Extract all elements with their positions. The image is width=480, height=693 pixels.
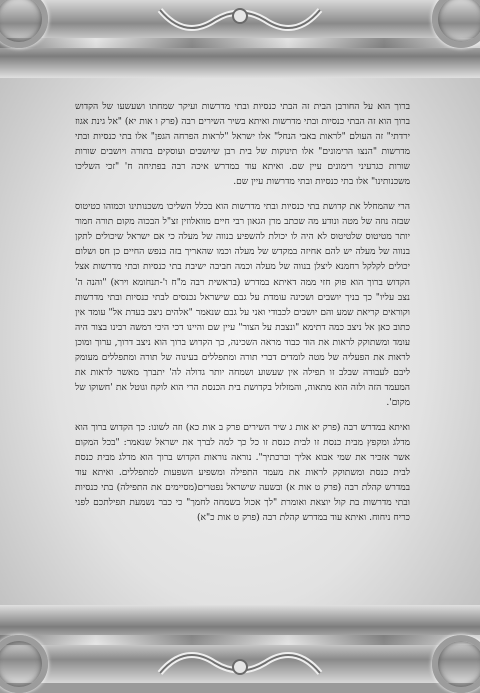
text-body bbox=[75, 100, 410, 575]
top-scroll-ornament bbox=[155, 0, 325, 60]
paragraph-3: ואיתא במדרש רבה (פרק יא אות ג שיר השירים פרק ב אות כא) וזה לשונו: כך הקדוש ברוך הוא מדלג ומקפץ מבית כנסת זו לבית כנסת זו כל כך למה לברך את ישראל שנאמר: "בכל המקום אשר אזכיר את שמי אבוא אליך וברכתיך". נוראה נוראות הקדוש ברוך הוא מדלג מבית כנסת לבית כנסת ומשתוקק לראות את מעמד התפילה ומשפיע השפעות למתפללים. ואיתא עוד במדרש קהלת רבה (פרק ט אות א) ובשעה שישראל נפטרים(מסיימים את התפילה) בתי כנסיות ובתי מדרשות בת קול יוצאת ואומרת "לך אכול בשמחה לחמך" כי כבר נשמעת תפילתכם לפני כריח ניחוח. ואיתא עוד במדרש קהלת רבה (פרק ט אות כ"א) bbox=[75, 422, 410, 524]
bottom-right-corner-ornament bbox=[432, 635, 480, 693]
paragraph-1: ברוך הוא על החורבן הבית זה הבתי כנסיות ובתי מדרשות ועיקר שמחתו ושעשעו של הקדוש ברוך הוא זה הבתי כנסיות ובתי מדרשות ואיתא בשיר השירים רבה (פרק ו אות יא) "אל גינת אגוז ירדתי" זה העולם "לראות באבי הנחל" אלו ישראל "לראות הפרחה הגפן" אלו בתי כנסיות ובתי מדרשות "הנצו הרימונים" אלו תינוקות של בית רבן שיושבים ועוסקים בתורה ויושבים שורות שורות כגרעיני רימונים עיין שם. ואיתא עוד במדרש איכה רבה בפתיחה ח' "זכי השליכו משכנותינו" אלו בתי כנסיות ובתי מדרשות עיין שם. bbox=[75, 102, 410, 188]
bottom-scroll-ornament bbox=[155, 623, 325, 683]
paragraph-2: הרי שהמחלל את קדושת בתי כנסיות ובתי מדרשות הוא בכלל השליכו משכנותינו וכמוהו כטיטוס שבזה נוזה של מטה ונודע מה שכתב מרן הגאון רבי חיים מוואלוזין זצ"ל הבכוה מקום תורה חמור יותר מטיטוס שלטיטוס לא היה לו יכולת להשפיע בנווה של מעלה כי אם ישראל שיכולים לתקן בנווה של מעלה יש להם אחיזה במקדש של מעלה וכמו שהאריך בזה בנפש החיים כן חס ושלום יכולים לקלקל רחמנא ליצלן בנווה של מעלה וכמה חביבה ישיבת בתי כנסיות ובתי מדרשות אצל הקדוש ברוך הוא פוק חזי ממה דאיתא במדרש (בראשית רבה מ"ח ו'-תנחומא וירא) "והנה ה' נצב עליו" כך בניך יושבים ושכינה עומדת על גבם שישראל נכנסים לבתי כנסיות ובתי מדרשות וקוראים קריאת שמע והם יושבים לכבודי ואני על גבם שנאמר "אלהים ניצב בעדת אל" עומד אין כתוב כאן אל ניצב כמה דתימא "ונצבת על הצור" עיין שם והיינו דכי היכי דמשה רבינו בצור היה עומד ומשתוקק לראות את הוד כבוד מראה השכינה, כך הקדוש ברוך הוא ניצב דרוך, ערוך ומוכן לראות את הפעליה של מטה לומדים דברי תורה ומתפללים בעינוה של תורה ומתפללים מעומק ליבם לעבודה שבלב זו תפילה אין שעשוע ושמחה יותר גדולה לה' יתברך מאשר לראות את המעמד הזה ולזה הוא מתאוה, והמזלזל בקדושת בית הכנסת הרי הוא לוקח וגוטל את 'חשוקו של מקום'. bbox=[75, 202, 410, 408]
